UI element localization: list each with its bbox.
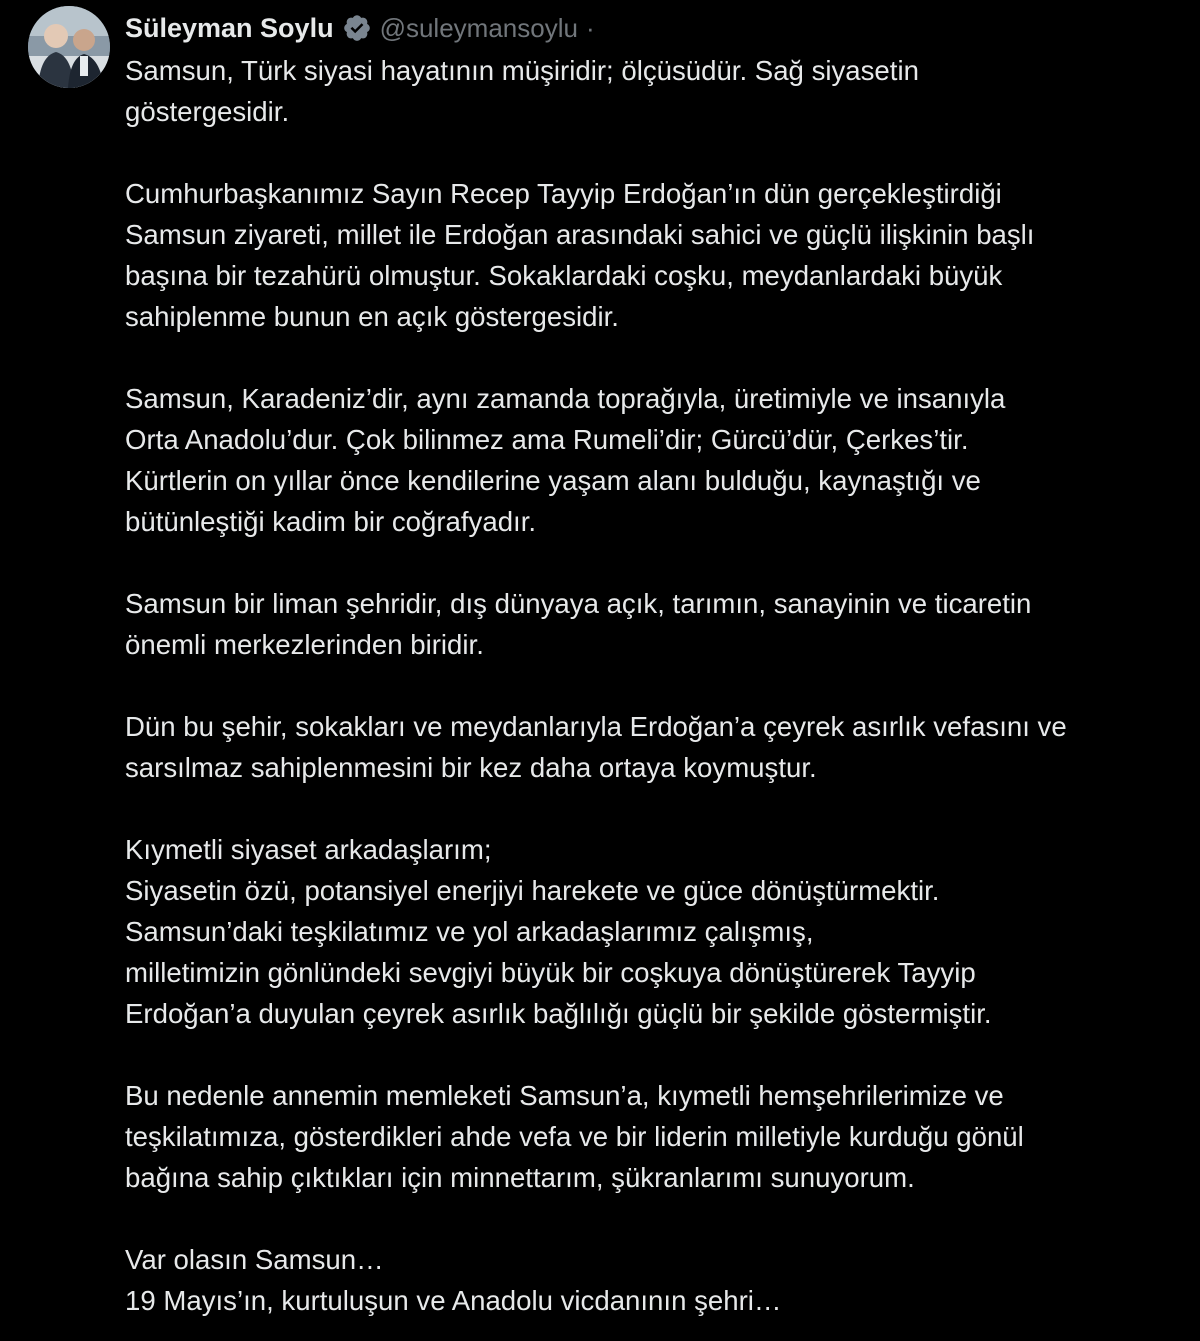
tweet-header	[125, 8, 595, 48]
tweet-paragraph	[125, 378, 1190, 542]
header-separator: ·	[585, 12, 595, 43]
avatar[interactable]	[28, 6, 110, 88]
tweet-line: Samsun, Türk siyasi hayatının müşiridir; ölçüsüdür. Sağ siyasetin	[125, 55, 919, 86]
tweet-line: teşkilatımıza, gösterdikleri ahde vefa ve bir liderin milletiyle kurduğu gönül	[125, 1121, 1024, 1152]
tweet-line: bağına sahip çıktıkları için minnettarım, şükranlarımı sunuyorum.	[125, 1162, 915, 1193]
verified-badge-icon[interactable]	[342, 13, 372, 43]
tweet-line: Var olasın Samsun…	[125, 1244, 384, 1275]
tweet-paragraph	[125, 173, 1190, 337]
tweet-paragraph	[125, 829, 1190, 1034]
tweet-paragraph	[125, 50, 1190, 132]
tweet-line: başına bir tezahürü olmuştur. Sokaklardaki coşku, meydanlardaki büyük	[125, 260, 1003, 291]
tweet-paragraph	[125, 583, 1190, 665]
tweet-line: Samsun’daki teşkilatımız ve yol arkadaşlarımız çalışmış,	[125, 916, 814, 947]
tweet-paragraph	[125, 1239, 1190, 1321]
tweet-line: Siyasetin özü, potansiyel enerjiyi harekete ve güce dönüştürmektir.	[125, 875, 940, 906]
handle[interactable]: @suleymansoylu	[379, 12, 578, 43]
tweet-line: Dün bu şehir, sokakları ve meydanlarıyla Erdoğan’a çeyrek asırlık vefasını ve	[125, 711, 1067, 742]
tweet-line: Erdoğan’a duyulan çeyrek asırlık bağlılığı güçlü bir şekilde göstermiştir.	[125, 998, 992, 1029]
display-name[interactable]: Süleyman Soylu	[125, 12, 334, 43]
tweet-line: bütünleştiği kadim bir coğrafyadır.	[125, 506, 537, 537]
tweet-line: Samsun, Karadeniz’dir, aynı zamanda toprağıyla, üretimiyle ve insanıyla	[125, 383, 1006, 414]
tweet-line: Orta Anadolu’dur. Çok bilinmez ama Rumeli’dir; Gürcü’dür, Çerkes’tir.	[125, 424, 969, 455]
tweet-line: milletimizin gönlündeki sevgiyi büyük bir coşkuya dönüştürerek Tayyip	[125, 957, 976, 988]
tweet-line: Cumhurbaşkanımız Sayın Recep Tayyip Erdoğan’ın dün gerçekleştirdiği	[125, 178, 1002, 209]
tweet-line: sarsılmaz sahiplenmesini bir kez daha ortaya koymuştur.	[125, 752, 817, 783]
tweet-line: sahiplenme bunun en açık göstergesidir.	[125, 301, 619, 332]
tweet-line: Samsun ziyareti, millet ile Erdoğan arasındaki sahici ve güçlü ilişkinin başlı	[125, 219, 1035, 250]
tweet-line: Samsun bir liman şehridir, dış dünyaya açık, tarımın, sanayinin ve ticaretin	[125, 588, 1032, 619]
tweet-line: Kürtlerin on yıllar önce kendilerine yaşam alanı bulduğu, kaynaştığı ve	[125, 465, 981, 496]
tweet-line: önemli merkezlerinden biridir.	[125, 629, 484, 660]
tweet-paragraph	[125, 1075, 1190, 1198]
tweet-line: 19 Mayıs’ın, kurtuluşun ve Anadolu vicdanının şehri…	[125, 1285, 782, 1316]
avatar-photo-icon	[28, 6, 110, 88]
tweet-line: Kıymetli siyaset arkadaşlarım;	[125, 834, 492, 865]
tweet-paragraph	[125, 706, 1190, 788]
tweet-text	[125, 50, 1190, 1321]
tweet-line: göstergesidir.	[125, 96, 290, 127]
tweet-line: Bu nedenle annemin memleketi Samsun’a, kıymetli hemşehrilerimize ve	[125, 1080, 1004, 1111]
